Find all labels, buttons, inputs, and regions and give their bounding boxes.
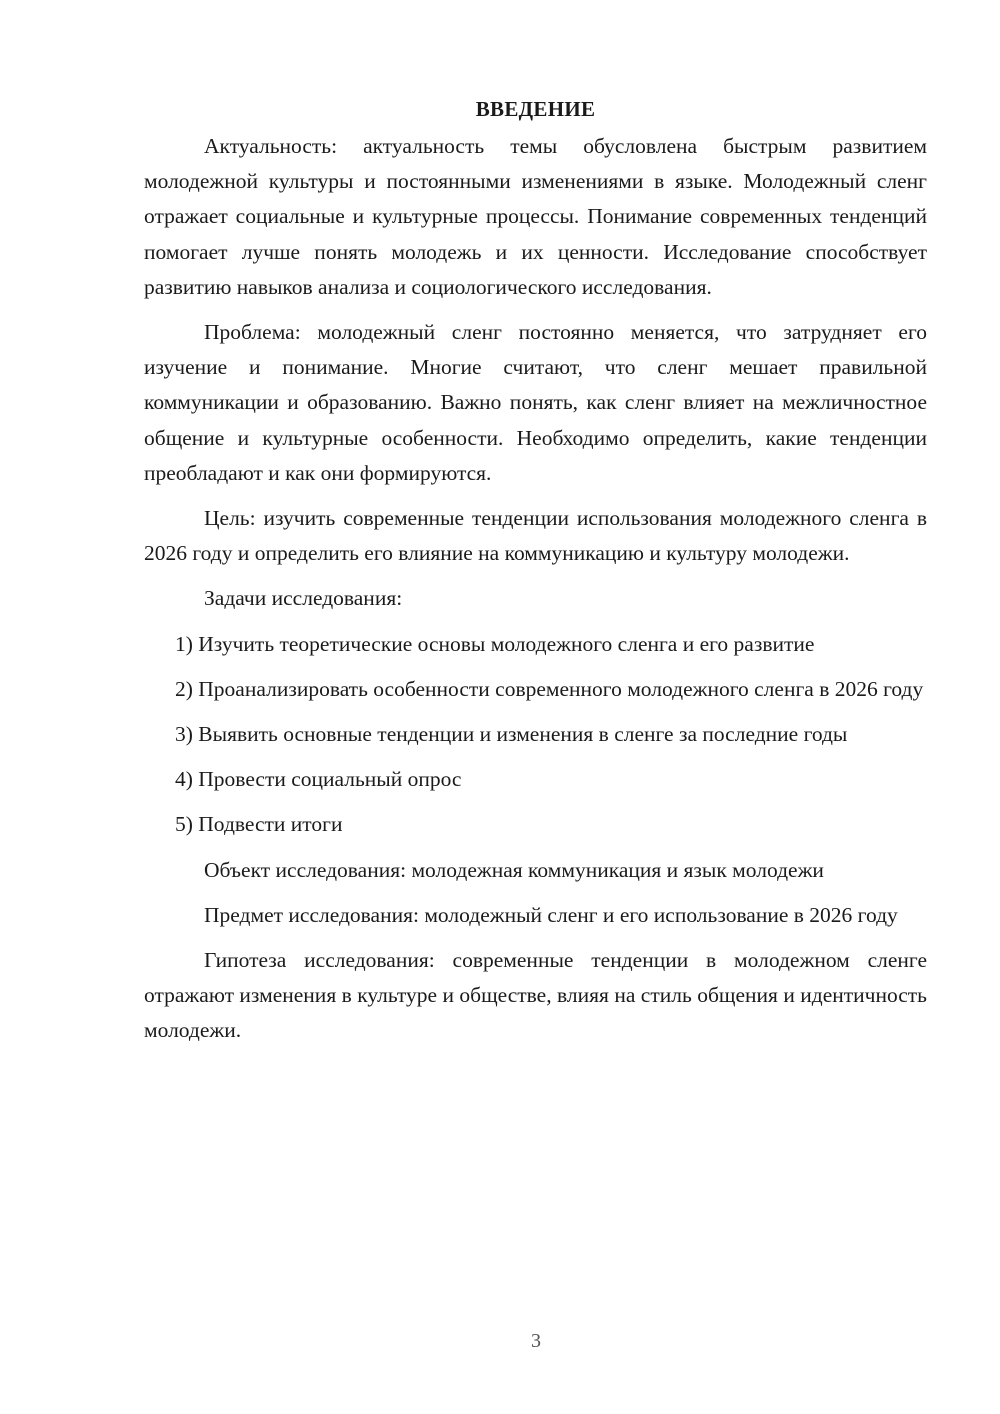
task-item-1: 1) Изучить теоретические основы молодежного сленга и его развитие [175, 631, 815, 656]
hypothesis-paragraph: Гипотеза исследования: современные тенденции в молодежном сленге отражают изменения в культуре и обществе, влияя на стиль общения и идентичность молодежи. [144, 948, 927, 1043]
subject-paragraph: Предмет исследования: молодежный сленг и его использование в 2026 году [204, 902, 898, 927]
task-item-5: 5) Подвести итоги [175, 812, 343, 837]
object-paragraph: Объект исследования: молодежная коммуникация и язык молодежи [204, 857, 824, 882]
section-heading: ВВЕДЕНИЕ [475, 97, 596, 121]
page-content [144, 92, 927, 1059]
problem-paragraph: Проблема: молодежный сленг постоянно меняется, что затрудняет его изучение и понимание. Многие считают, что сленг мешает правильной коммуникации и образованию. Важно понять, как сленг влияет на межличностное общение и культурные особенности. Необходимо определить, какие тенденции преобладают и как они формируются. [144, 320, 927, 485]
relevance-paragraph: Актуальность: актуальность темы обусловлена быстрым развитием молодежной культуры и постоянными изменениями в языке. Молодежный сленг отражает социальные и культурные процессы. Понимание современных тенденций помогает лучше понять молодежь и их ценности. Исследование способствует развитию навыков анализа и социологического исследования. [144, 134, 927, 299]
task-item-2: 2) Проанализировать особенности современного молодежного сленга в 2026 году [175, 676, 924, 701]
task-item-3: 3) Выявить основные тенденции и изменения в сленге за последние годы [175, 722, 848, 747]
task-item-4: 4) Провести социальный опрос [175, 767, 462, 792]
page-number: 3 [531, 1330, 541, 1352]
goal-paragraph: Цель: изучить современные тенденции использования молодежного сленга в 2026 году и определить его влияние на коммуникацию и культуру молодежи. [144, 506, 927, 566]
tasks-title: Задачи исследования: [204, 586, 403, 611]
